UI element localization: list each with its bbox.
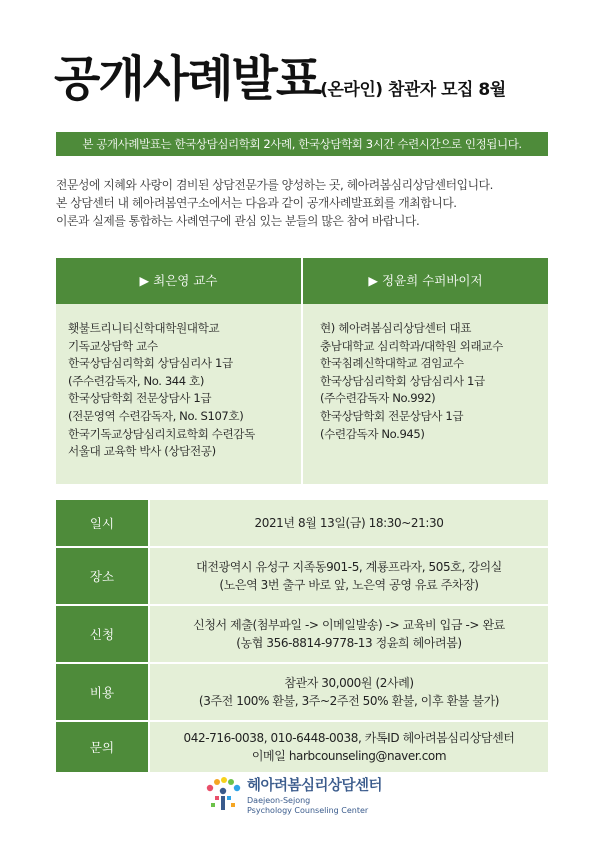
profile-divider	[301, 258, 303, 484]
presenter-right-header: ▶ 정윤희 수퍼바이저	[303, 258, 548, 304]
bio-line: (주수련감독자 No.992)	[320, 391, 436, 406]
info-label: 문의	[56, 722, 148, 772]
center-logo-english-line: Daejeon-Sejong	[247, 796, 311, 805]
title-main: 공개사례발표	[54, 51, 321, 107]
info-value-line: (3주전 100% 환불, 3주~2주전 50% 환불, 이후 환불 불가)	[198, 694, 500, 708]
presenter-left-bio	[68, 320, 255, 461]
info-row-location	[56, 548, 548, 604]
intro-line: 전문성에 지혜와 사랑이 겸비된 상담전문가를 양성하는 곳, 헤아려봄심리상담센터입니다.	[56, 178, 493, 192]
center-logo-english-line: Psychology Counseling Center	[247, 806, 369, 815]
bio-line: (전문영역 수련감독자, No. S107호)	[68, 408, 244, 423]
info-value-line: 참관자 30,000원 (2사례)	[284, 676, 414, 690]
bio-line: 서울대 교육학 박사 (상담전공)	[68, 444, 216, 459]
info-row-fee	[56, 664, 548, 720]
center-logo-icon	[203, 776, 243, 816]
bio-line: 한국침례신학대학교 겸임교수	[320, 356, 464, 371]
bio-line: 한국상담학회 전문상담사 1급	[68, 391, 212, 406]
bio-line: 현) 헤아려봄심리상담센터 대표	[320, 321, 472, 335]
bio-line: 기독교상담학 교수	[68, 338, 158, 353]
info-value-line: 신청서 제출(첨부파일 -> 이메일발송) -> 교육비 입금 -> 완료	[193, 618, 505, 632]
info-value-line: 대전광역시 유성구 지족동901-5, 계룡프라자, 505호, 강의실	[196, 560, 502, 574]
event-info-table	[56, 500, 548, 774]
center-logo	[203, 774, 413, 820]
presenter-left-header: ▶ 최은영 교수	[56, 258, 301, 304]
intro-line: 이론과 실제를 통합하는 사례연구에 관심 있는 분들의 많은 참여 바랍니다.	[56, 214, 420, 228]
bio-line: 한국상담심리학회 상담심리사 1급	[68, 356, 233, 371]
bio-line: (주수련감독자, No. 344 호)	[68, 373, 204, 388]
info-value	[150, 500, 548, 546]
bio-line: 한국기독교상담심리치료학회 수련감독	[68, 426, 255, 441]
info-value-line: (노은역 3번 출구 바로 앞, 노은역 공영 유료 주차장)	[219, 578, 479, 592]
intro-text	[56, 176, 556, 230]
bio-line: 한국상담심리학회 상담심리사 1급	[320, 373, 485, 388]
info-row-contact	[56, 722, 548, 772]
title-sub: (온라인) 참관자 모집 8월	[320, 80, 506, 100]
bio-line: 충남대학교 심리학과/대학원 외래교수	[320, 338, 503, 353]
info-label: 장소	[56, 548, 148, 604]
info-value-line: (농협 356-8814-9778-13 정윤희 헤아려봄)	[236, 636, 462, 650]
intro-line: 본 상담센터 내 헤아려봄연구소에서는 다음과 같이 공개사례발표회를 개최합니다.	[56, 196, 457, 210]
bio-line: (수련감독자 No.945)	[320, 426, 425, 441]
info-value	[150, 722, 548, 772]
center-logo-name: 헤아려봄심리상담센터	[247, 778, 383, 794]
center-logo-english	[247, 796, 368, 816]
info-value-line: 2021년 8월 13일(금) 18:30~21:30	[254, 516, 444, 530]
presenter-profiles	[56, 258, 548, 484]
info-label: 신청	[56, 606, 148, 662]
accreditation-banner: 본 공개사례발표는 한국상담심리학회 2사례, 한국상담학회 3시간 수련시간으로 인정됩니다.	[56, 132, 548, 156]
bio-line: 횃불트리니티신학대학원대학교	[68, 321, 220, 335]
info-value-line: 이메일 harbcounseling@naver.com	[251, 749, 447, 763]
info-value	[150, 664, 548, 720]
info-value	[150, 606, 548, 662]
presenter-right-bio	[320, 320, 503, 443]
info-value-line: 042-716-0038, 010-6448-0038, 카톡ID 헤아려봄심리상담센터	[183, 731, 515, 745]
info-label: 비용	[56, 664, 148, 720]
info-label: 일시	[56, 500, 148, 546]
info-row-date	[56, 500, 548, 546]
page-title	[54, 40, 506, 109]
bio-line: 한국상담학회 전문상담사 1급	[320, 408, 464, 423]
info-value	[150, 548, 548, 604]
info-row-application	[56, 606, 548, 662]
